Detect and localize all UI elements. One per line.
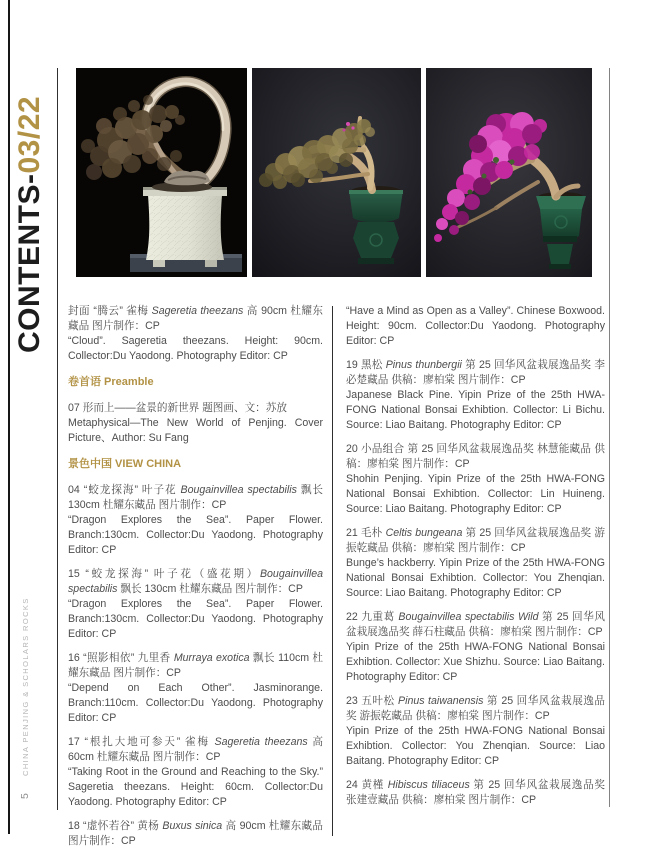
toc-entry: [68, 819, 323, 848]
toc-left-column: [68, 304, 323, 848]
toc-entry-zh: 24 黄槿 Hibiscus tiliaceus 第 25 回华风盆栽展逸品奖 张建壹藏品 供稿：廖柏棠 图片制作：CP: [346, 779, 606, 806]
toc-entry: [346, 304, 605, 349]
photo-strip: [76, 68, 592, 277]
toc-entry: [346, 526, 605, 601]
toc-entry-en: Yipin Prize of the 25th HWA-FONG National Bonsai Exhibtion. Collector: Xue Shizhu. Source: Liao Baitang. Photography Editor: CP: [346, 641, 605, 683]
toc-entry-zh: 17 “根扎大地可参天” 雀梅 Sageretia theezans 高 60cm 杜耀东藏品 图片制作：CP: [68, 736, 324, 763]
inner-vertical-rule: [57, 68, 58, 810]
bougainvillea-bonsai-photo: [426, 68, 592, 277]
side-caption: CHINA PENJING & SCHOLARS ROCKS: [21, 597, 30, 776]
toc-entry-zh: 20 小品组合 第 25 回华风盆栽展逸品奖 林慧能藏品 供稿：廖柏棠 图片制作：CP: [346, 443, 605, 470]
toc-entry: [346, 610, 605, 685]
toc-entry-zh: 16 “照影相依” 九里香 Murraya exotica 飘长 110cm 杜耀东藏品 图片制作：CP: [68, 652, 323, 679]
toc-entry-en: Shohin Penjing. Yipin Prize of the 25th HWA-FONG National Bonsai Exhibtion. Collector: Lin Huineng. Source: Liao Baitang. Photography Editor: CP: [346, 473, 605, 515]
toc-entry-en: “Dragon Explores the Sea”. Paper Flower. Branch:130cm. Collector:Du Yaodong. Photography Editor: CP: [68, 598, 323, 640]
toc-entry-en: “Depend on Each Other”. Jasminorange. Branch:110cm. Collector:Du Yaodong. Photography Editor: CP: [68, 682, 323, 724]
toc-entry-zh: 18 “虚怀若谷” 黄杨 Buxus sinica 高 90cm 杜耀东藏品 图片制作：CP: [68, 820, 324, 847]
toc-entry-zh: 04 “蛟龙探海” 叶子花 Bougainvillea spectabilis 飘长 130cm 杜耀东藏品 图片制作：CP: [68, 484, 323, 511]
toc-entry-zh: 封面 “腾云” 雀梅 Sageretia theezans 高 90cm 杜耀东藏品 图片制作：CP: [68, 305, 323, 332]
contents-title-word: CONTENTS-: [13, 173, 46, 353]
toc-entry: [68, 651, 323, 726]
section-header: 卷首语 Preamble: [68, 376, 154, 388]
contents-title-issue: 03/22: [13, 95, 46, 174]
toc-entry: [346, 358, 605, 433]
toc-entry: [68, 304, 323, 364]
black-pine-bonsai-photo: [252, 68, 421, 277]
toc-entry: [346, 694, 605, 769]
column-divider-rule: [332, 306, 333, 836]
toc-entry-en: Japanese Black Pine. Yipin Prize of the 25th HWA-FONG National Bonsai Exhibtion. Collector: Li Bichu. Source: Liao Baitang. Photography Editor: CP: [346, 389, 605, 431]
toc-entry: [68, 567, 323, 642]
toc-entry-zh: 22 九重葛 Bougainvillea spectabilis Wild 第 25 回华风盆栽展逸品奖 薛石柱藏品 供稿：廖柏棠 图片制作：CP: [346, 611, 605, 638]
left-border-rule: [8, 0, 10, 834]
toc-entry-en: Yipin Prize of the 25th HWA-FONG National Bonsai Exhibtion. Collector: You Zhenqian. Source: Liao Baitang. Photography Editor: CP: [346, 725, 605, 767]
toc-entry-en: “Have a Mind as Open as a Valley”. Chinese Boxwood. Height: 90cm. Collector:Du Yaodong. Photography Editor: CP: [346, 305, 605, 347]
contents-title: [13, 96, 47, 353]
section-header: 景色中国 VIEW CHINA: [68, 458, 182, 470]
toc-entry-en: “Dragon Explores the Sea”. Paper Flower. Branch:130cm. Collector:Du Yaodong. Photography Editor: CP: [68, 514, 323, 556]
toc-entry-zh: 21 毛朴 Celtis bungeana 第 25 回华风盆栽展逸品奖 游振乾藏品 供稿：廖柏棠 图片制作：CP: [346, 527, 605, 554]
toc-entry-zh: 23 五叶松 Pinus taiwanensis 第 25 回华风盆栽展逸品奖 游振乾藏品 供稿：廖柏棠 图片制作：CP: [346, 695, 606, 722]
toc-entry: [346, 778, 605, 808]
toc-entry-zh: 19 黑松 Pinus thunbergii 第 25 回华风盆栽展逸品奖 李必楚藏品 供稿：廖柏棠 图片制作：CP: [346, 359, 605, 386]
toc-right-column: [346, 304, 605, 817]
right-vertical-rule: [609, 68, 610, 807]
toc-entry-en: “Cloud”. Sageretia theezans. Height: 90cm. Collector:Du Yaodong. Photography Editor: CP: [68, 335, 323, 362]
toc-entry: [68, 401, 323, 446]
toc-entry-en: Bunge’s hackberry. Yipin Prize of the 25th HWA-FONG National Bonsai Exhibtion. Collector: You Zhenqian. Source: Liao Baitang. Photography Editor: CP: [346, 557, 605, 599]
toc-entry: [346, 442, 605, 517]
page-number: 5: [19, 793, 31, 799]
toc-entry-en: “Taking Root in the Ground and Reaching to the Sky.” Sageretia theezans. Height: 60cm. Collector:Du Yaodong. Photography Editor: CP: [68, 766, 323, 808]
toc-entry: [68, 735, 323, 810]
toc-entry: [68, 483, 323, 558]
toc-entry-zh: 07 形而上——盆景的新世界 题图画、文：苏放: [68, 402, 287, 414]
toc-entry-zh: 15 “蛟龙探海” 叶子花（盛花期）Bougainvillea spectabilis 飘长 130cm 杜耀东藏品 图片制作：CP: [68, 568, 323, 595]
cloud-sageretia-bonsai-photo: [76, 68, 247, 277]
toc-entry-en: Metaphysical—The New World of Penjing. Cover Picture、Author: Su Fang: [68, 417, 323, 444]
